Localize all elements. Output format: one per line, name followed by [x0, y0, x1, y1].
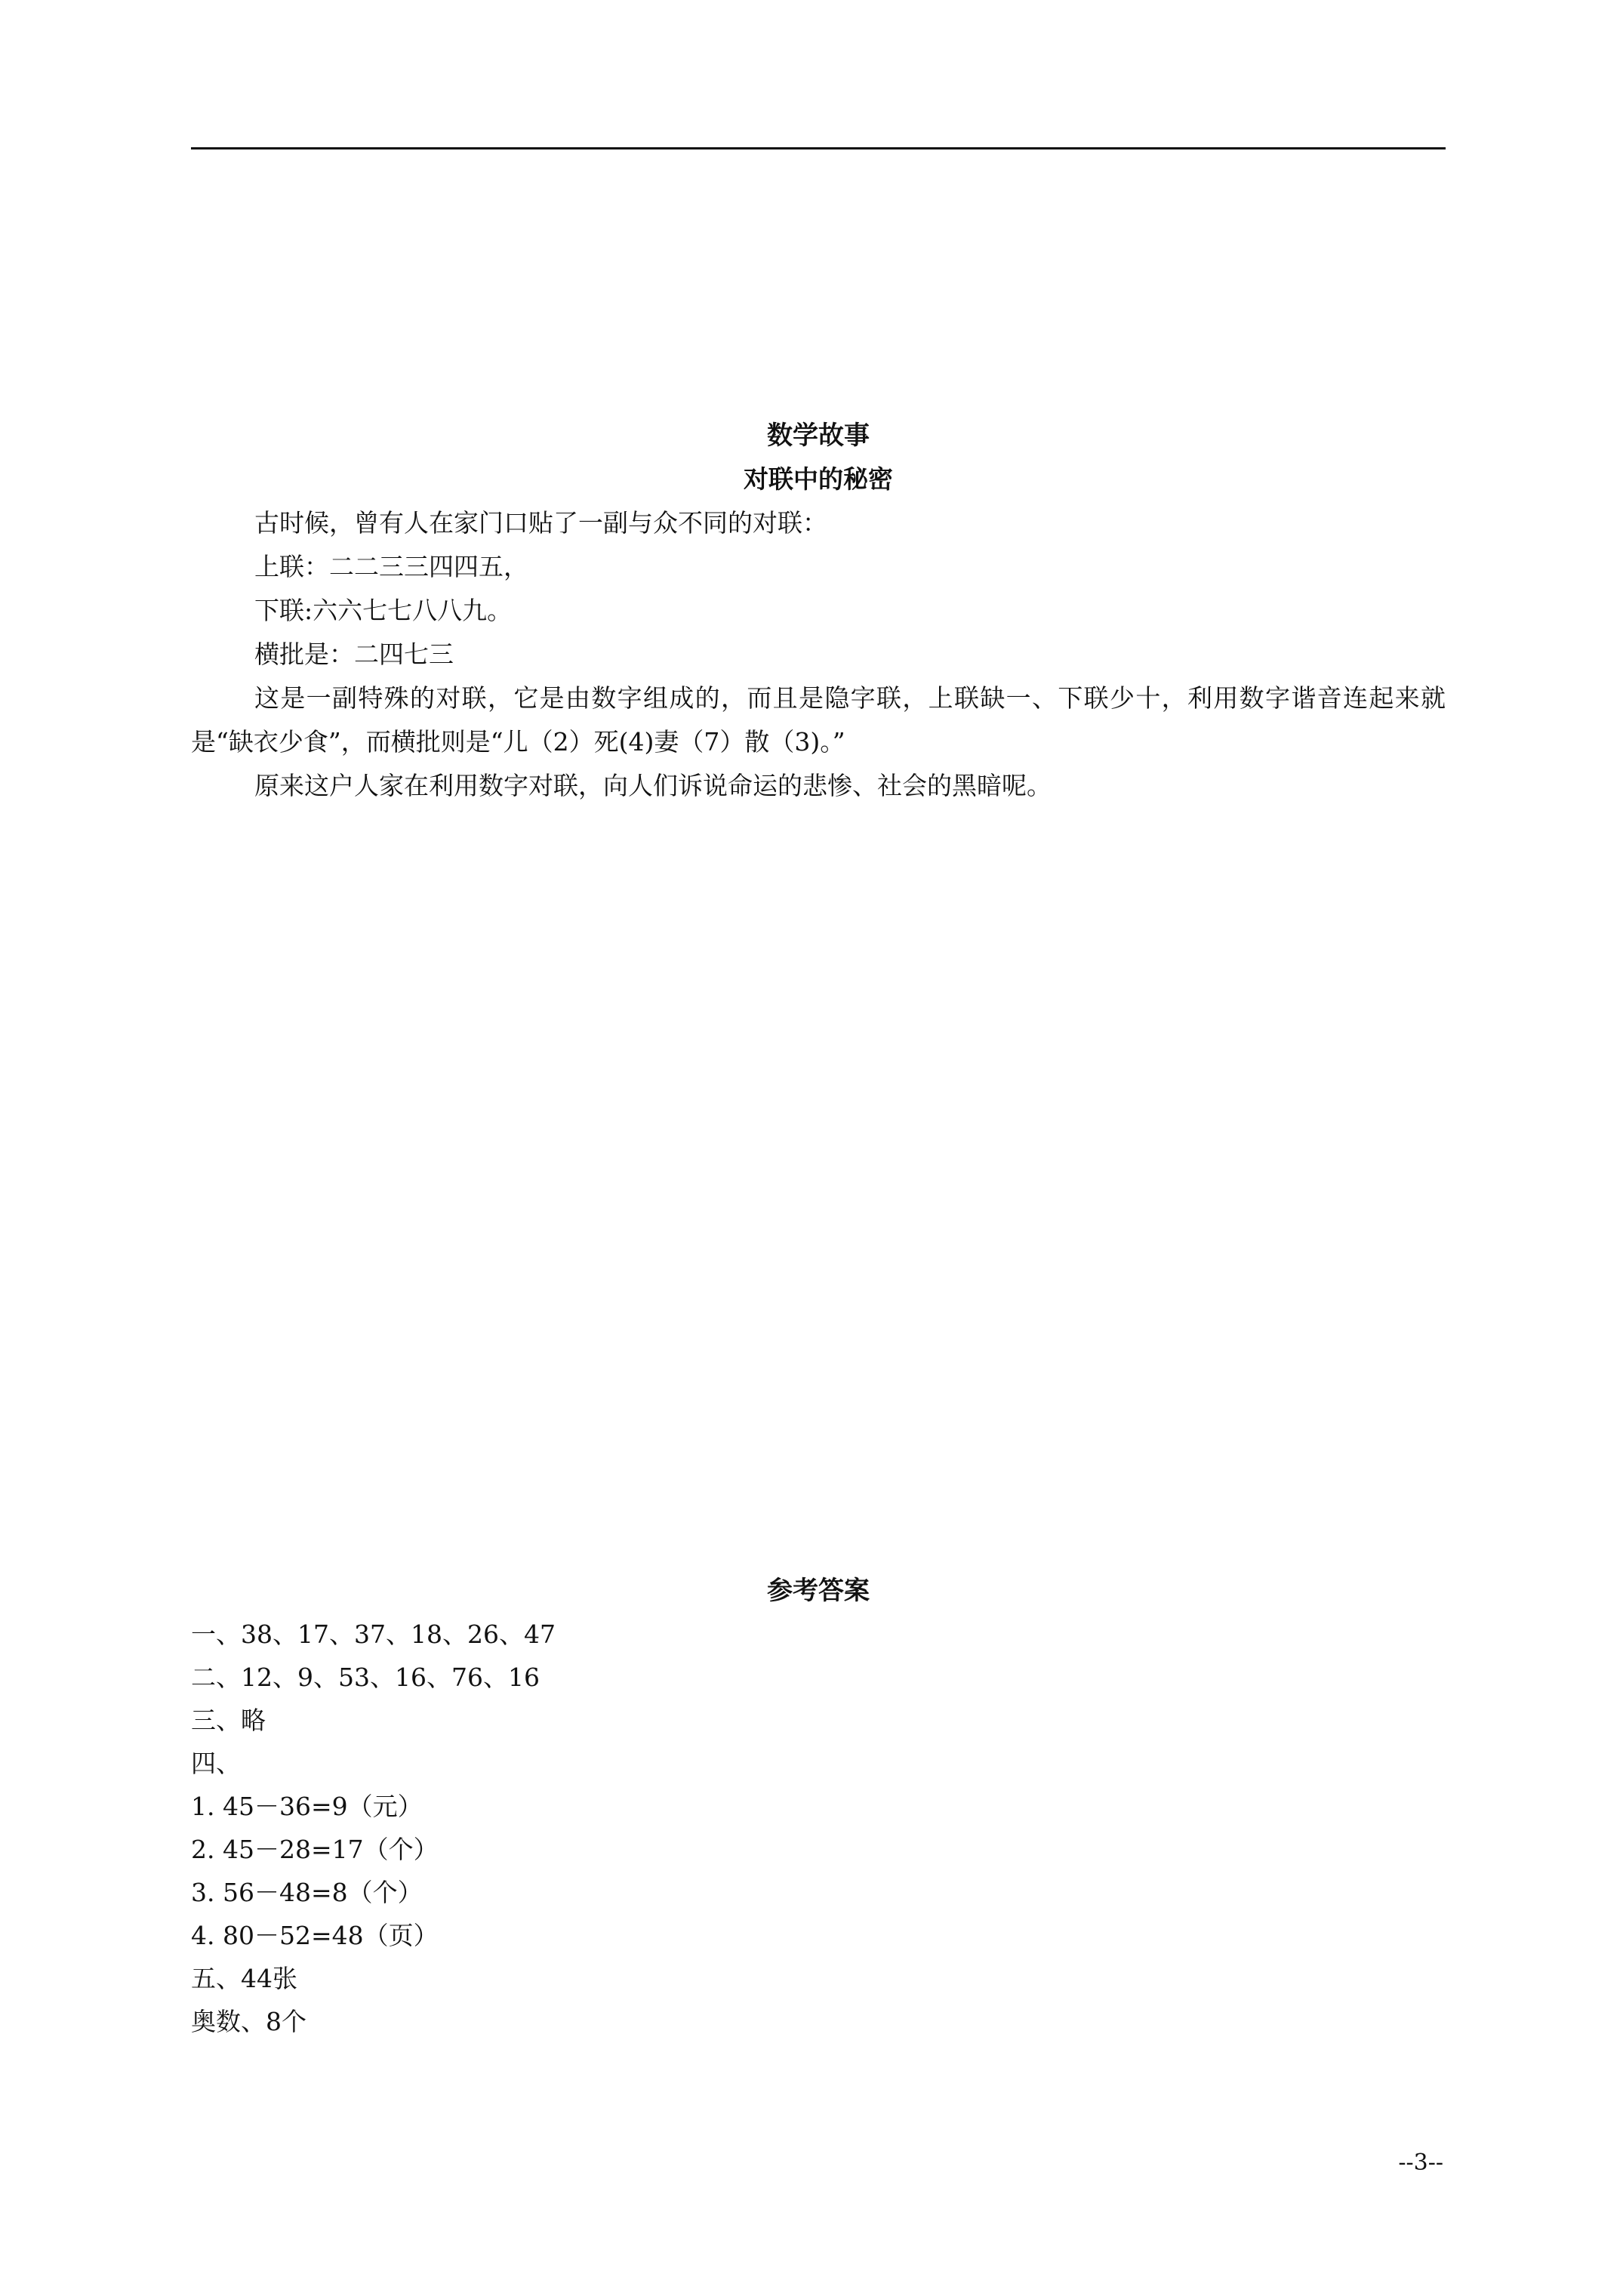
answer-line: 3. 56－48=8（个） [191, 1878, 423, 1907]
answer-line: 二、12、9、53、16、76、16 [191, 1663, 540, 1692]
answer-line: 2. 45－28=17（个） [191, 1835, 439, 1864]
answer-line: 4. 80－52=48（页） [191, 1921, 439, 1950]
answer-line: 四、 [191, 1749, 241, 1778]
story-subtitle: 对联中的秘密 [744, 464, 893, 494]
answer-line: 奥数、8个 [191, 2007, 306, 2036]
story-title: 数学故事 [767, 421, 870, 451]
couplet-upper-line: 上联：二二三三四四五， [254, 552, 528, 581]
header-rule [191, 147, 1446, 149]
story-paragraph: 古时候，曾有人在家门口贴了一副与众不同的对联： [254, 508, 827, 538]
answer-line: 五、44张 [191, 1964, 297, 1993]
couplet-lower-line: 下联:六六七七八八九。 [254, 596, 513, 625]
answer-line: 1. 45－36=9（元） [191, 1792, 423, 1821]
story-conclusion: 原来这户人家在利用数字对联，向人们诉说命运的悲惨、社会的黑暗呢。 [254, 771, 1052, 800]
answer-line: 一、38、17、37、18、26、47 [191, 1620, 556, 1649]
story-explanation: 这是一副特殊的对联，它是由数字组成的，而且是隐字联，上联缺一、下联少十，利用数字谐音连起来就是“缺衣少食”，而横批则是“儿（2）死(4)妻（7）散（3)。” [191, 683, 1446, 757]
answer-key-section [191, 1569, 1446, 2043]
answers-title: 参考答案 [767, 1576, 870, 1606]
couplet-horizontal-scroll: 横批是：二四七三 [254, 639, 454, 669]
answer-line: 三、略 [191, 1706, 266, 1735]
math-story-section [191, 414, 1446, 808]
page-number: --3-- [1398, 2150, 1443, 2176]
